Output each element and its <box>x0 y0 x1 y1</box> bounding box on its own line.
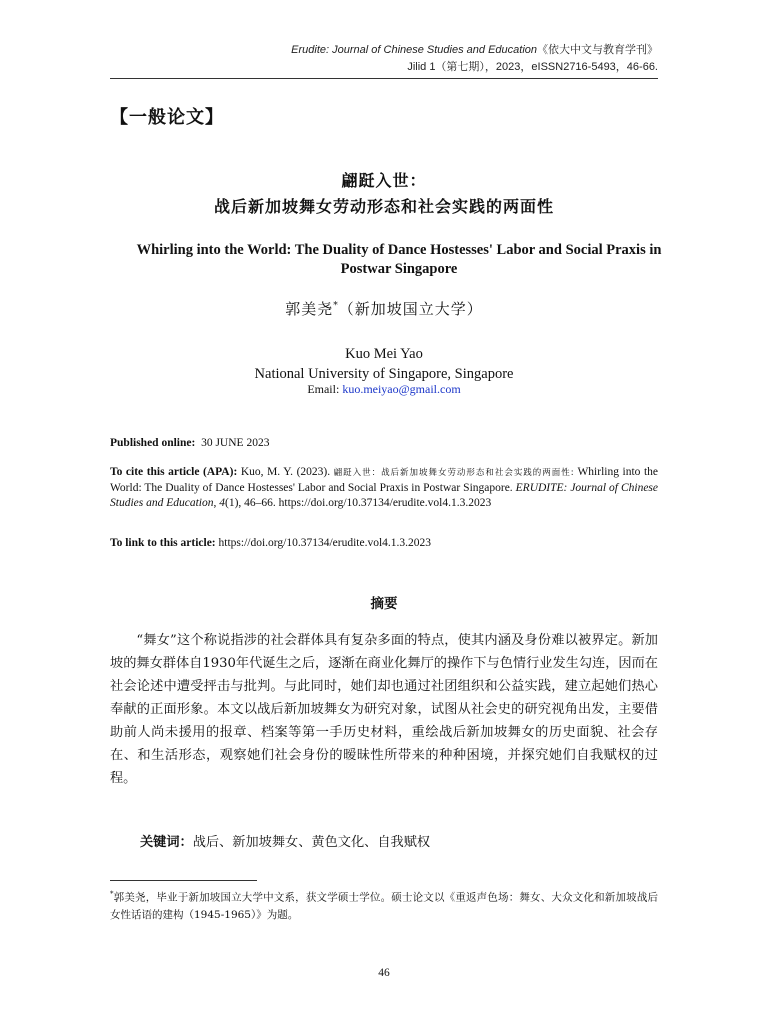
author-email <box>110 382 658 397</box>
published-label: Published online: <box>110 437 196 449</box>
footnote-text: 郭美尧，毕业于新加坡国立大学中文系，获文学硕士学位。硕士论文以《重返声色场：舞女、大众文化和新加坡战后女性话语的建构（1945-1965）》为题。 <box>110 891 658 921</box>
journal-title-cn: 《依大中文与教育学刊》 <box>537 44 658 56</box>
journal-title: Erudite: Journal of Chinese Studies and Education <box>291 44 537 56</box>
abstract-heading: 摘要 <box>370 596 398 612</box>
published-online <box>110 436 658 451</box>
citation-volume: 4 <box>219 497 225 509</box>
footnote <box>110 886 658 924</box>
footnote-marker-ref: * <box>110 890 114 898</box>
email-link[interactable]: kuo.meiyao@gmail.com <box>342 382 461 396</box>
citation-title-cn: 翩跹入世：战后新加坡舞女劳动形态和社会实践的两面性: <box>333 468 574 478</box>
article-link-label: To link to this article: <box>110 537 216 549</box>
abstract-body: “舞女”这个称说指涉的社会群体具有复杂多面的特点，使其内涵及身份难以被界定。新加坡的舞女群体自1930年代诞生之后，逐渐在商业化舞厅的操作下与色情行业发生勾连，因而在社会论述中遭受抨击与批判。与此同时，她们却也通过社团组织和公益实践，建立起她们热心奉献的正面形象。本文以战后新加坡舞女为研究对象，试图从社会史的研究视角出发，主要借助前人尚未援用的报章、档案等第一手历史材料，重绘战后新加坡舞女的历史面貌、社会存在、和生活形态，观察她们社会身份的暧昧性所带来的种种困境，并探究她们自我赋权的过程。 <box>110 633 658 786</box>
title-chinese-line-2: 战后新加坡舞女劳动形态和社会实践的两面性 <box>213 197 554 216</box>
title-chinese-line-1: 翩跹入世： <box>341 171 427 190</box>
section-label: 【一般论文】 <box>110 107 224 128</box>
citation-issue-pages: (1), 46–66. <box>225 497 276 509</box>
page-number: 46 <box>378 967 390 979</box>
citation-doi[interactable]: https://doi.org/10.37134/erudite.vol4.1.3.2023 <box>278 497 492 509</box>
published-date: 30 JUNE 2023 <box>201 437 270 449</box>
citation-journal: ERUDITE: Journal of Chinese Studies and Education <box>110 482 659 509</box>
citation-block: To cite this article (APA): Kuo, M. Y. (2023). 翩跹入世：战后新加坡舞女劳动形态和社会实践的两面性: Whirling into the World: The Duality of Dance Hostesses' Labor and Social Praxis in Postwar Singapore. ERUDITE: Journal of Chinese Studies and Education, 4(1), 46–66. https://doi.org/10.37134/erudite.vol4.1.3.2023 <box>110 466 659 509</box>
keywords-label: 关键词： <box>140 835 193 850</box>
author-name-en: Kuo Mei Yao <box>345 346 423 362</box>
keywords-value: 战后、新加坡舞女、黄色文化、自我赋权 <box>192 835 431 850</box>
citation-title-en: Whirling into the World: The Duality of Dance Hostesses' Labor and Social Praxis in Postwar Singapore. <box>110 466 659 494</box>
author-affiliation-cn: （新加坡国立大学） <box>338 300 483 318</box>
issue-line: Jilid 1（第七期），2023，eISSN2716-5493，46-66. <box>407 61 658 73</box>
running-header <box>291 42 658 76</box>
footnote-marker[interactable]: * <box>333 301 339 311</box>
article-link-url[interactable]: https://doi.org/10.37134/erudite.vol4.1.3.2023 <box>218 537 432 549</box>
title-english: Whirling into the World: The Duality of Dance Hostesses' Labor and Social Praxis in Postwar Singapore <box>136 242 662 277</box>
footnote-rule <box>110 880 257 881</box>
author-affiliation-en: National University of Singapore, Singapore <box>254 366 514 382</box>
header-rule <box>110 78 658 79</box>
email-label: Email: <box>307 382 340 396</box>
keywords <box>140 831 430 850</box>
article-link <box>110 536 658 551</box>
citation-label: To cite this article (APA): <box>110 466 238 478</box>
journal-line <box>291 42 658 59</box>
title-chinese <box>110 168 658 220</box>
author-english <box>110 344 658 384</box>
citation-prefix: Kuo, M. Y. (2023). <box>240 466 331 478</box>
author-chinese <box>110 298 658 319</box>
author-name-cn: 郭美尧 <box>285 300 334 318</box>
